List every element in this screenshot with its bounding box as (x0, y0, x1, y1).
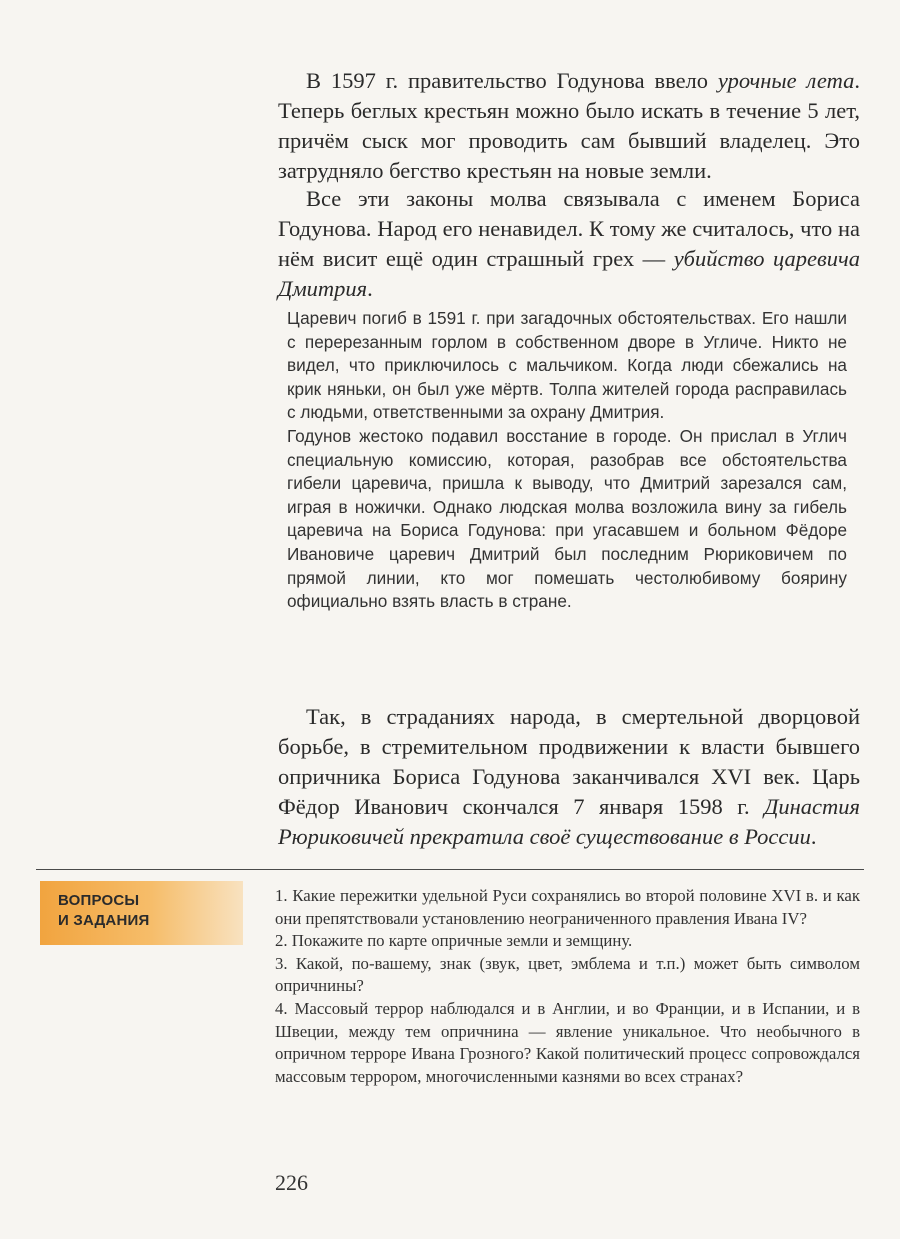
section-divider (36, 869, 864, 870)
paragraph-conclusion (278, 702, 860, 852)
question-item: 2. Покажите по карте опричные земли и земщину. (275, 931, 633, 951)
inset-dmitry-story (287, 307, 847, 614)
page-number: 226 (275, 1170, 308, 1195)
inset-paragraph-2: Годунов жестоко подавил восстание в городе. Он прислал в Углич специальную комиссию, которая, разобрав все обстоятельства гибели царевича, пришла к выводу, что Дмитрий зарезался сам, играя в ножички. Однако людская молва возложила вину за гибель царевича на Бориса Годунова: при угасавшем и больном Фёдоре Ивановиче царевич Дмитрий был последним Рюриковичем по прямой линии, кто мог помешать честолюбивому боярину официально взять власть в стране. (287, 425, 847, 612)
inset-paragraph-1: Царевич погиб в 1591 г. при загадочных обстоятельствах. Его нашли с перерезанным горлом в собственном дворе в Угличе. Никто не видел, что приключилось с мальчиком. Когда люди сбежались на крик няньки, он был уже мёртв. Толпа жителей города расправилась с людьми, ответственными за охрану Дмитрия. (287, 308, 847, 423)
paragraph-text: . (367, 276, 373, 301)
emphasis-term: убийство царевича Дмитрия (278, 246, 860, 301)
questions-heading-line-1: ВОПРОСЫ (58, 892, 140, 909)
paragraph-text: В 1597 г. правительство Годунова ввело (306, 68, 718, 93)
paragraph-text: Так, в страданиях народа, в смертельной дворцовой борьбе, в стремительном продвижении к власти бывшего опричника Бориса Годунова заканчивался XVI век. Царь Фёдор Иванович скончался 7 января 1598 г. (278, 704, 860, 819)
paragraph-text: . (810, 824, 817, 849)
paragraph-urochnye-leta (278, 66, 860, 186)
questions-list (275, 885, 860, 1088)
paragraph-text: . Теперь беглых крестьян можно было искать в течение 5 лет, причём сыск мог проводить сам бывший владелец. Это затрудняло бегство крестьян на новые земли. (278, 68, 860, 183)
question-item: 4. Массовый террор наблюдался и в Англии, и во Франции, и в Испании, и в Швеции, между тем опричнина — явление уникальное. Что необычного в опричном терроре Ивана Грозного? Какой политический процесс сопровождался массовым террором, многочисленными казнями во всех странах? (275, 998, 860, 1086)
emphasis-term: Династия Рюриковичей прекратила своё существование в России (278, 794, 860, 849)
questions-heading-box (40, 881, 243, 945)
questions-heading-line-2: И ЗАДАНИЯ (58, 912, 150, 929)
paragraph-text: Все эти законы молва связывала с именем Бориса Годунова. Народ его ненавидел. К тому же считалось, что на нём висит ещё один страшный грех — (278, 186, 860, 271)
paragraph-godunov-rumor (278, 184, 860, 304)
emphasis-term: урочные лета (717, 68, 855, 93)
question-item: 1. Какие пережитки удельной Руси сохранялись во второй половине XVI в. и как они препятствовали установлению неограниченного правления Ивана IV? (275, 886, 860, 928)
question-item: 3. Какой, по-вашему, знак (звук, цвет, эмблема и т.п.) может быть символом опричнины? (275, 953, 860, 996)
